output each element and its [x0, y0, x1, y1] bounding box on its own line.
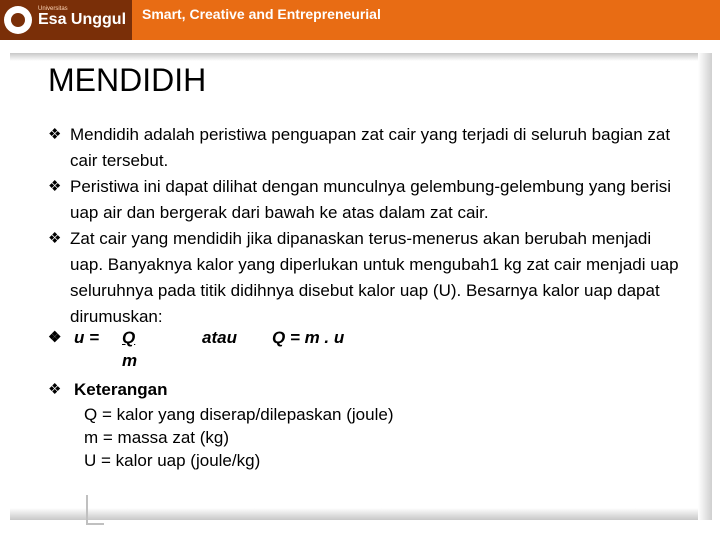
keterangan-heading	[48, 377, 168, 403]
diamond-bullet-icon: ❖	[48, 329, 62, 346]
header-tagline: Smart, Creative and Entrepreneurial	[142, 6, 381, 22]
formula-lhs: u =	[74, 328, 100, 347]
keterangan-heading-text: Keterangan	[74, 380, 168, 399]
logo-name: Esa Unggul	[38, 11, 127, 28]
formula-connector: atau	[202, 328, 237, 347]
formula-denominator: m	[122, 351, 138, 370]
keterangan-section	[48, 377, 168, 403]
bullet-list	[48, 122, 688, 330]
bullet-item	[48, 226, 688, 330]
bullet-text: Mendidih adalah peristiwa penguapan zat cair yang terjadi di seluruh bagian zat cair tersebut.	[70, 125, 671, 170]
bullet-item	[48, 174, 688, 226]
frame-right-shadow	[698, 53, 712, 520]
university-logo	[4, 4, 128, 36]
formula-numerator: Q	[122, 328, 136, 347]
formula-rhs: Q = m . u	[272, 328, 345, 347]
logo-emblem-icon	[4, 6, 32, 34]
logo-subtext: Universitas	[38, 6, 68, 12]
diamond-bullet-icon: ❖	[48, 381, 62, 398]
bullet-text: Peristiwa ini dapat dilihat dengan munculnya gelembung-gelembung yang berisi uap air dan bergerak dari bawah ke atas dalam zat cair.	[70, 177, 672, 222]
definition-item: m = massa zat (kg)	[84, 428, 230, 447]
diamond-bullet-icon: ❖	[48, 178, 62, 195]
frame-corner-line	[86, 495, 104, 525]
header-bar	[0, 0, 720, 40]
diamond-bullet-icon: ❖	[48, 230, 62, 247]
frame-top-shadow	[10, 53, 712, 61]
slide-title: MENDIDIH	[48, 62, 207, 98]
frame-bottom-shadow	[10, 508, 712, 520]
definition-item: U = kalor uap (joule/kg)	[84, 451, 261, 470]
bullet-text: Zat cair yang mendidih jika dipanaskan terus-menerus akan berubah menjadi uap. Banyaknya kalor yang diperlukan untuk mengubah1 kg zat cair menjadi uap seluruhnya pada titik didihnya disebut kalor uap (U). Besarnya kalor uap dapat dirumuskan:	[70, 229, 679, 326]
bullet-item	[48, 122, 688, 174]
diamond-bullet-icon: ❖	[48, 126, 62, 143]
definition-item: Q = kalor yang diserap/dilepaskan (joule)	[84, 405, 394, 424]
definition-list	[84, 403, 393, 472]
